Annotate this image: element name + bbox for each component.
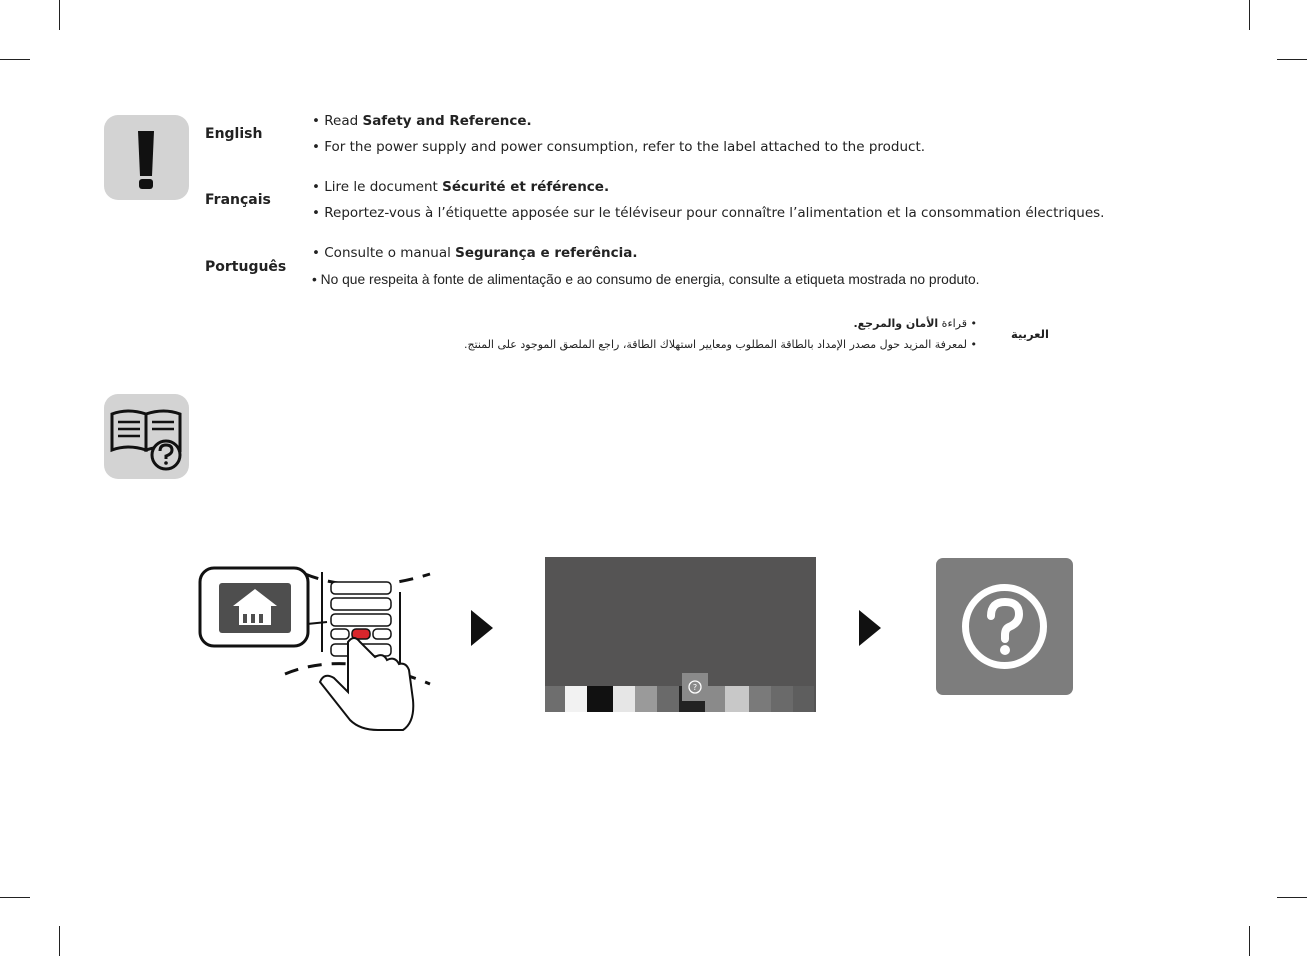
- launcher-item: [587, 686, 613, 712]
- launcher-item: [725, 686, 749, 712]
- crop-mark: [1277, 59, 1307, 60]
- launcher-item: [545, 686, 565, 712]
- english-line-2: • For the power supply and power consumption, refer to the label attached to the product.: [312, 139, 926, 155]
- help-question-icon: [936, 558, 1073, 695]
- lang-label-portuguese: Português: [205, 259, 287, 275]
- crop-mark: [1277, 897, 1307, 898]
- arabic-line-1-text: • قراءة: [938, 317, 977, 330]
- crop-mark: [1249, 0, 1250, 30]
- arabic-line-1: [853, 317, 977, 330]
- lang-label-english: English: [205, 126, 263, 142]
- launcher-item: [565, 686, 587, 712]
- step-arrow-icon: [471, 610, 493, 646]
- french-line-1-text: • Lire le document: [312, 179, 443, 195]
- crop-mark: [1249, 926, 1250, 956]
- crop-mark: [0, 897, 30, 898]
- launcher-bar: [545, 686, 816, 712]
- lang-label-arabic: العربية: [1011, 327, 1049, 341]
- french-line-2: • Reportez-vous à l’étiquette apposée sur le téléviseur pour connaître l’alimentation et la consommation électriques.: [312, 205, 1105, 221]
- exclamation-icon: [104, 115, 189, 200]
- portuguese-line-2: • No que respeita à fonte de alimentação e ao consumo de energia, consulte a etiqueta mostrada no produto.: [312, 272, 980, 287]
- portuguese-line-1-bold: Segurança e referência.: [455, 245, 638, 261]
- english-line-1-bold: Safety and Reference.: [362, 113, 532, 129]
- french-line-1: [312, 179, 609, 195]
- svg-text:?: ?: [692, 683, 698, 692]
- portuguese-line-1: [312, 245, 637, 261]
- arabic-line-2: • لمعرفة المزيد حول مصدر الإمداد بالطاقة المطلوب ومعايير استهلاك الطاقة، راجع الملصق الموجود على المنتج.: [463, 338, 977, 351]
- manual-tile: [104, 394, 189, 479]
- english-line-1-text: • Read: [312, 113, 363, 129]
- french-line-1-bold: Sécurité et référence.: [442, 179, 610, 195]
- remote-home-button-icon: [195, 562, 445, 732]
- english-line-1: [312, 113, 532, 129]
- manual-help-icon: [104, 394, 189, 479]
- lang-label-french: Français: [205, 192, 271, 208]
- launcher-item: [613, 686, 635, 712]
- tv-screen: [545, 557, 816, 712]
- launcher-selected-help-icon: [682, 673, 708, 701]
- launcher-item: [749, 686, 771, 712]
- crop-mark: [0, 59, 30, 60]
- launcher-item: [771, 686, 793, 712]
- launcher-item: [705, 686, 725, 712]
- warning-tile: [104, 115, 189, 200]
- crop-mark: [59, 0, 60, 30]
- help-app-tile: [936, 558, 1073, 695]
- launcher-item: [657, 686, 679, 712]
- portuguese-line-1-text: • Consulte o manual: [312, 245, 456, 261]
- crop-mark: [59, 926, 60, 956]
- arabic-line-1-bold: الأمان والمرجع.: [853, 317, 939, 330]
- launcher-item: [635, 686, 657, 712]
- launcher-item: [793, 686, 814, 712]
- step-arrow-icon: [859, 610, 881, 646]
